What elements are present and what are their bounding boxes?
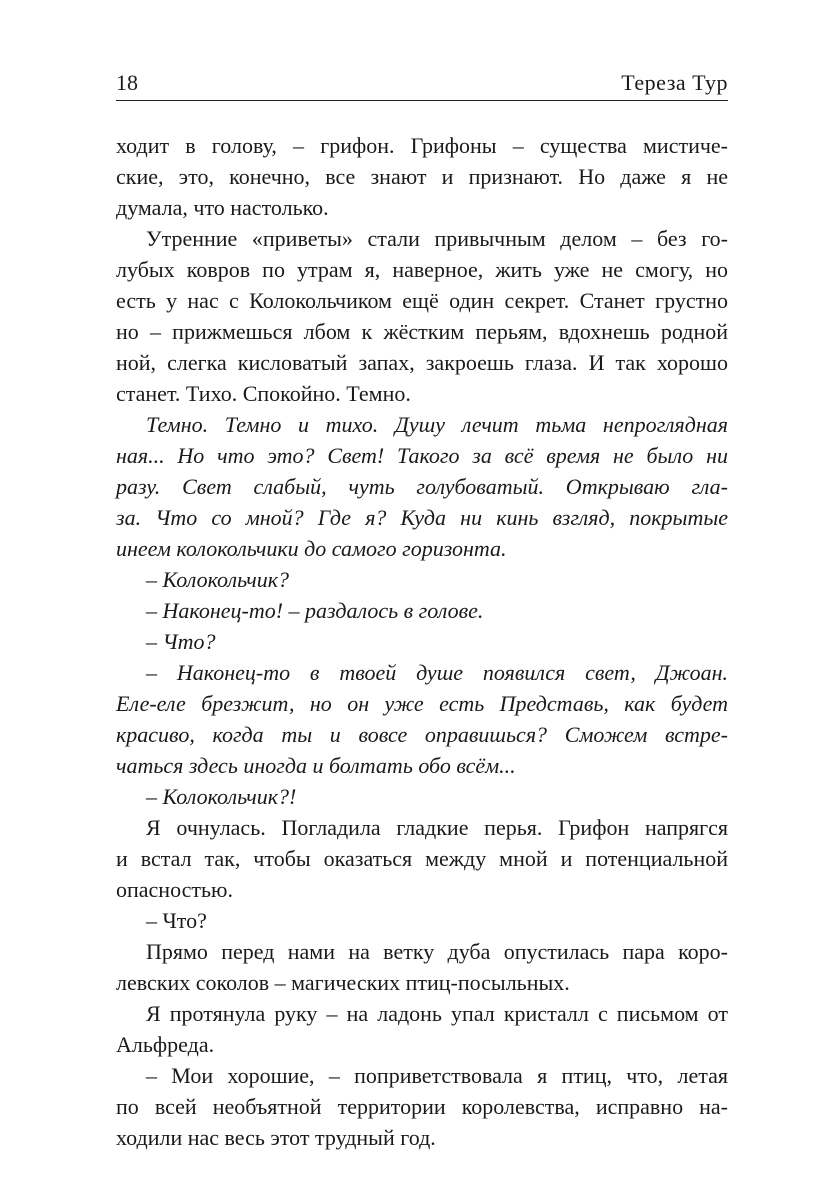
body-text xyxy=(116,130,728,1153)
text-line: но – прижмешься лбом к жёстким перьям, вдохнешь родной xyxy=(116,319,728,344)
text-line: разу. Свет слабый, чуть голубоватый. Открываю гла- xyxy=(116,474,728,499)
page-number: 18 xyxy=(116,70,138,95)
text-line: – Колокольчик? xyxy=(146,567,290,592)
text-line: – Мои хорошие, – поприветствовала я птиц, что, летая xyxy=(146,1063,728,1088)
text-line: Я протянула руку – на ладонь упал кристалл с письмом от xyxy=(146,1001,728,1026)
text-line: – Что? xyxy=(146,908,207,933)
text-line: Темно. Темно и тихо. Душу лечит тьма непроглядная xyxy=(146,412,728,437)
text-line: станет. Тихо. Спокойно. Темно. xyxy=(116,381,411,406)
page-header xyxy=(116,66,728,101)
text-line: – Наконец-то! – раздалось в голове. xyxy=(146,598,484,623)
text-line: Утренние «приветы» стали привычным делом – без го- xyxy=(146,226,728,251)
text-line: есть у нас с Колокольчиком ещё один секрет. Станет грустно xyxy=(116,288,728,313)
text-line: ходит в голову, – грифон. Грифоны – существа мистиче- xyxy=(116,133,728,158)
text-line: думала, что настолько. xyxy=(116,195,329,220)
text-line: и встал так, чтобы оказаться между мной и потенциальной xyxy=(116,846,728,871)
text-line: – Наконец-то в твоей душе появился свет, Джоан. xyxy=(146,660,728,685)
text-line: лубых ковров по утрам я, наверное, жить уже не смогу, но xyxy=(116,257,728,282)
running-title: Тереза Тур xyxy=(621,70,728,95)
text-line: инеем колокольчики до самого горизонта. xyxy=(116,536,507,561)
text-line: – Колокольчик?! xyxy=(146,784,297,809)
text-line: по всей необъятной территории королевства, исправно на- xyxy=(116,1094,728,1119)
text-line: левских соколов – магических птиц-посыльных. xyxy=(116,970,570,995)
text-line: ная... Но что это? Свет! Такого за всё время не было ни xyxy=(116,443,728,468)
text-line: красиво, когда ты и вовсе оправишься? Сможем встре- xyxy=(116,722,728,747)
text-line: – Что? xyxy=(146,629,216,654)
text-line: за. Что со мной? Где я? Куда ни кинь взгляд, покрытые xyxy=(116,505,728,530)
text-line: ские, это, конечно, все знают и признают. Но даже я не xyxy=(116,164,728,189)
text-line: опасностью. xyxy=(116,877,233,902)
text-line: Я очнулась. Погладила гладкие перья. Грифон напрягся xyxy=(146,815,728,840)
text-line: ной, слегка кисловатый запах, закроешь глаза. И так хорошо xyxy=(116,350,728,375)
text-line: Альфреда. xyxy=(116,1032,215,1057)
text-line: Еле-еле брезжит, но он уже есть Представь, как будет xyxy=(116,691,728,716)
text-line: чаться здесь иногда и болтать обо всём... xyxy=(116,753,516,778)
text-line: Прямо перед нами на ветку дуба опустилась пара коро- xyxy=(146,939,728,964)
text-line: ходили нас весь этот трудный год. xyxy=(116,1125,436,1150)
